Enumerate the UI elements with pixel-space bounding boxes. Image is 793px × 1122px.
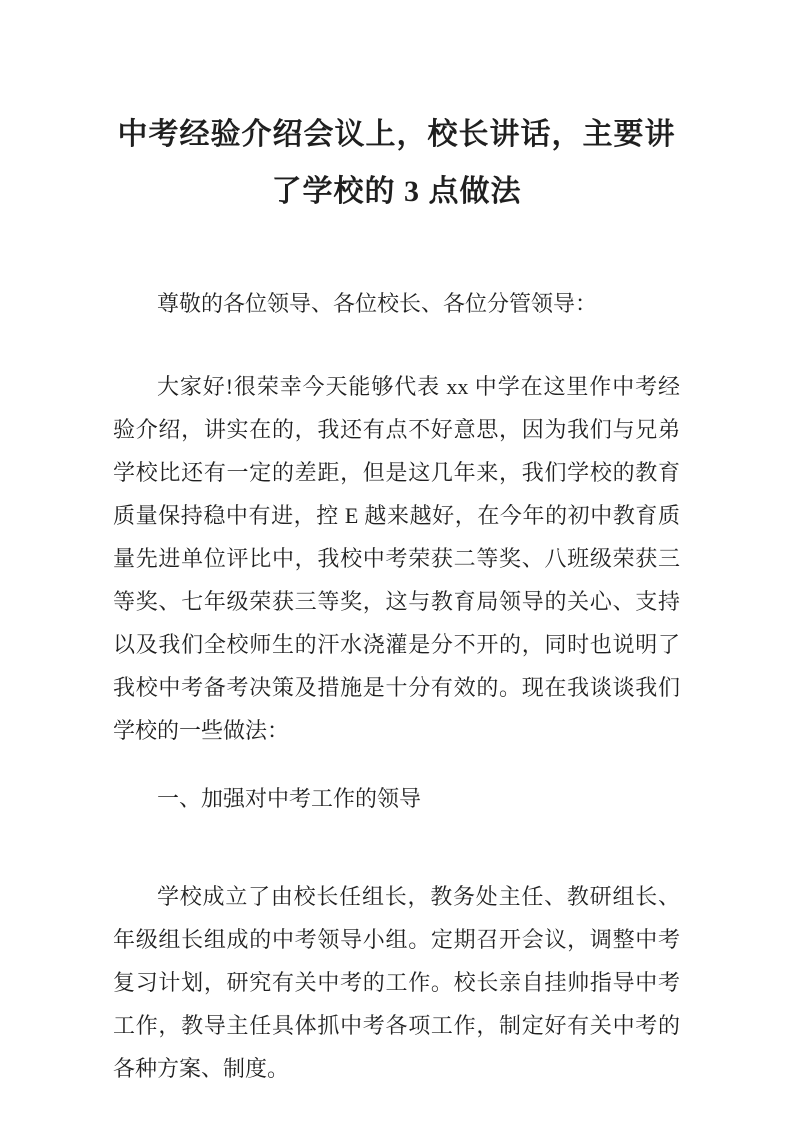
leadership-paragraph: 学校成立了由校长任组长，教务处主任、教研组长、年级组长组成的中考领导小组。定期召开会议，调整中考复习计划，研究有关中考的工作。校长亲自挂帅指导中考工作，教导主任具体抓中考各项工作，制定好有关中考的各种方案、制度。 [113, 884, 680, 1081]
section-heading-1: 一、加强对中考工作的领导 [157, 786, 422, 811]
salutation-line: 尊敬的各位领导、各位校长、各位分管领导： [157, 291, 598, 316]
document-title: 中考经验介绍会议上，校长讲话，主要讲了学校的 3 点做法 [117, 118, 676, 208]
intro-paragraph: 大家好!很荣幸今天能够代表 xx 中学在这里作中考经验介绍，讲实在的，我还有点不好意思，因为我们与兄弟学校比还有一定的差距，但是这几年来，我们学校的教育质量保持稳中有进，控 E 越来越好，在今年的初中教育质量先进单位评比中，我校中考荣获二等奖、八班级荣获三等奖、七年级荣获三等奖，这与教育局领导的关心、支持以及我们全校师生的汗水浇灌是分不开的，同时也说明了我校中考备考决策及措施是十分有效的。现在我谈谈我们学校的一些做法： [113, 374, 680, 743]
document-body [113, 282, 680, 1090]
